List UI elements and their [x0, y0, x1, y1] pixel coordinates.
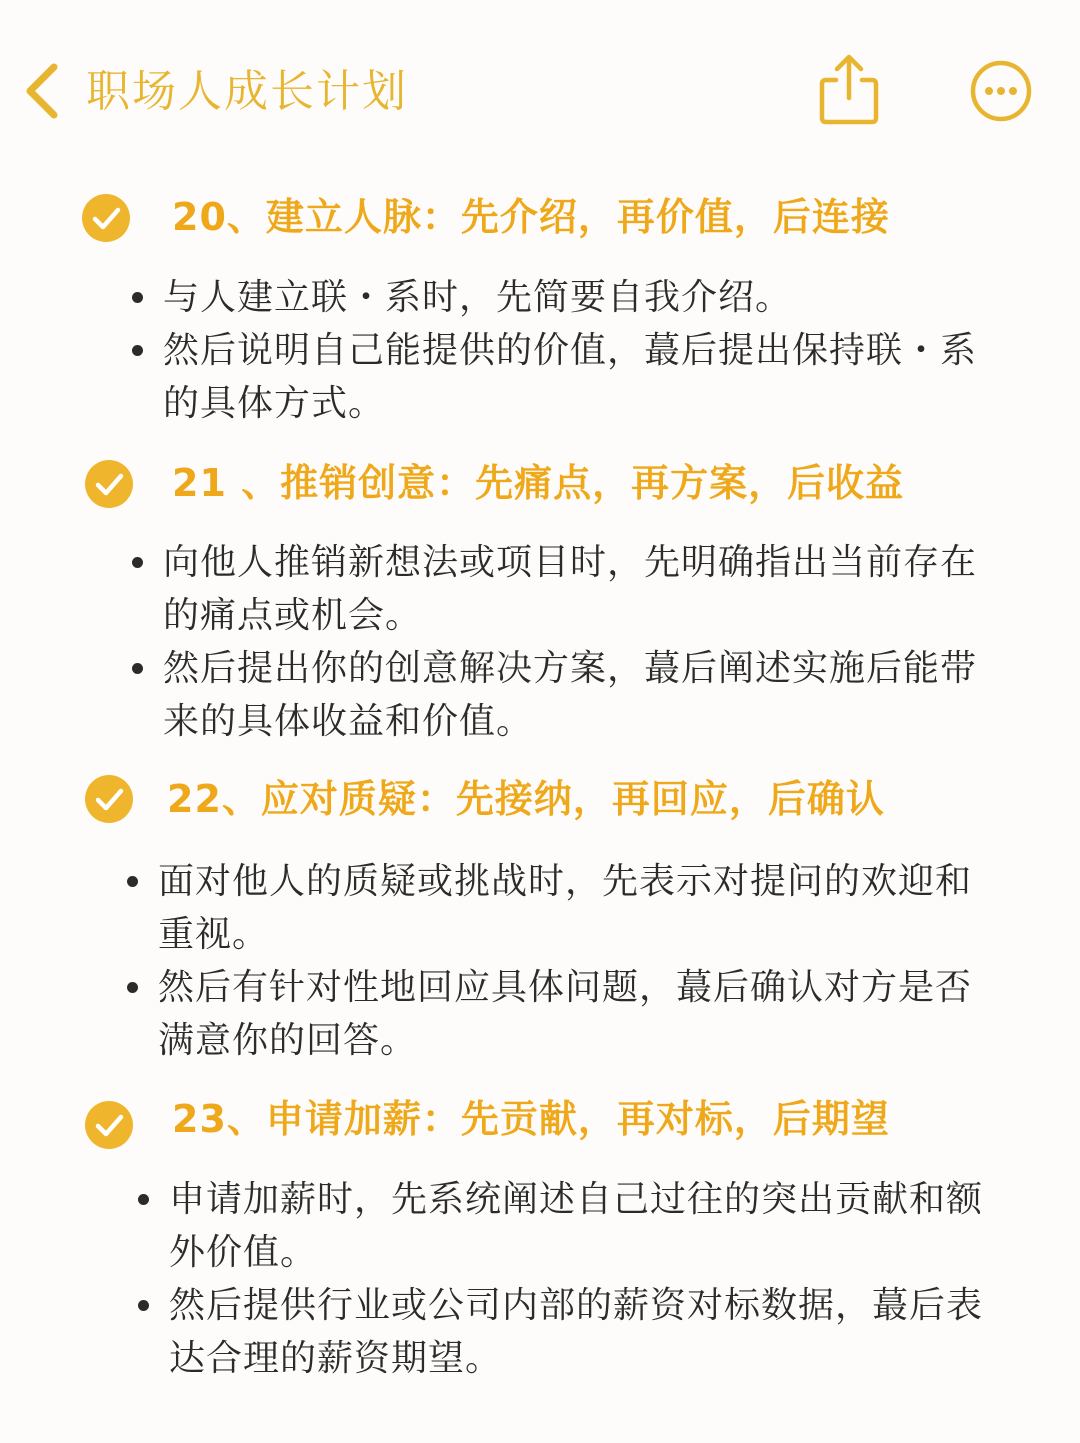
share-button[interactable]	[816, 52, 882, 128]
bullet-text: 申请加薪时，先系统阐述自己过往的突出贡献和额外价值。	[169, 1179, 984, 1273]
section-title: 21 、推销创意：先痛点，再方案，后收益	[172, 461, 905, 505]
bullet-dot	[127, 982, 138, 993]
bullet-dot	[127, 876, 138, 887]
bullet-dot	[138, 1194, 149, 1205]
bullet-dot	[132, 345, 143, 356]
bullet-text: 面对他人的质疑或挑战时，先表示对提问的欢迎和重视。	[158, 861, 973, 955]
page-title: 职场人成长计划	[86, 66, 408, 117]
bullet-text: 然后说明自己能提供的价值，蕞后提出保持联・系的具体方式。	[163, 330, 978, 424]
more-button[interactable]	[966, 56, 1036, 126]
bullet-text: 然后有针对性地回应具体问题，蕞后确认对方是否满意你的回答。	[158, 967, 973, 1061]
bullet-dot	[132, 663, 143, 674]
bullet-text: 与人建立联・系时，先简要自我介绍。	[163, 277, 793, 318]
bullet-dot	[132, 292, 143, 303]
bullet-dot	[138, 1300, 149, 1311]
share-icon	[816, 52, 882, 128]
nav-bar	[0, 0, 1080, 180]
chevron-left-icon	[22, 61, 62, 121]
check-circle-icon	[84, 774, 134, 824]
bullet-text: 然后提出你的创意解决方案，蕞后阐述实施后能带来的具体收益和价值。	[163, 648, 978, 742]
bullet-text: 然后提供行业或公司内部的薪资对标数据，蕞后表达合理的薪资期望。	[169, 1285, 984, 1379]
back-button[interactable]	[18, 58, 66, 124]
check-circle-icon	[84, 459, 134, 509]
more-dots-icon	[966, 56, 1036, 126]
check-circle-icon	[84, 1100, 134, 1150]
bullet-text: 向他人推销新想法或项目时，先明确指出当前存在的痛点或机会。	[163, 542, 978, 636]
section-title: 23、申请加薪：先贡献，再对标，后期望	[172, 1097, 890, 1141]
check-circle-icon	[81, 193, 131, 243]
section-title: 22、应对质疑：先接纳，再回应，后确认	[167, 777, 885, 821]
section-title: 20、建立人脉：先介绍，再价值，后连接	[172, 195, 890, 239]
bullet-dot	[132, 557, 143, 568]
